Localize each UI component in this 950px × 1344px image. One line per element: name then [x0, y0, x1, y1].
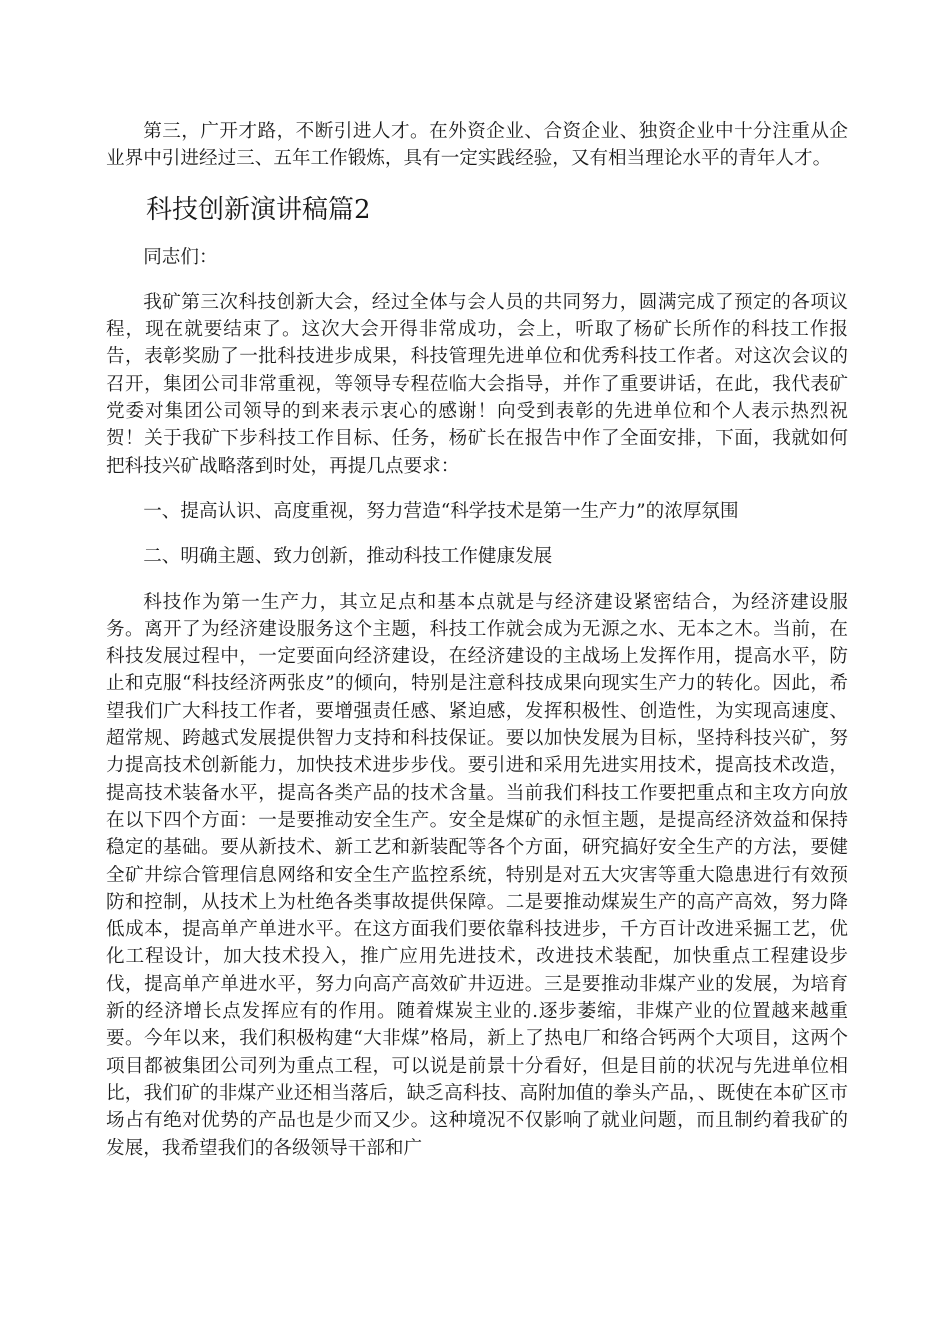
point-2: 二、明确主题、致力创新，推动科技工作健康发展	[143, 546, 553, 568]
body-paragraph-2: 科技作为第一生产力，其立足点和基本点就是与经济建设紧密结合，为经济建设服务。离开了为经济建设服务这个主题，科技工作就会成为无源之水、无本之木。当前，在科技发展过程中，一定要面向经济建设，在经济建设的主战场上发挥作用，提高水平，防止和克服“科技经济两张皮”的倾向，特别是注意科技成果向现实生产力的转化。因此，希望我们广大科技工作者，要增强责任感、紧迫感，发挥积极性、创造性，为实现高速度、超常规、跨越式发展提供智力支持和科技保证。要以加快发展为目标，坚持科技兴矿，努力提高技术创新能力，加快技术进步步伐。要引进和采用先进实用技术，提高技术改造，提高技术装备水平，提高各类产品的技术含量。当前我们科技工作要把重点和主攻方向放在以下四个方面：一是要推动安全生产。安全是煤矿的永恒主题，是提高经济效益和保持稳定的基础。要从新技术、新工艺和新装配等各个方面，研究搞好安全生产的方法，要健全矿井综合管理信息网络和安全生产监控系统，特别是对五大灾害等重大隐患进行有效预防和控制，从技术上为杜绝各类事故提供保障。二是要推动煤炭生产的高产高效，努力降低成本，提高单产单进水平。在这方面我们要依靠科技进步，千方百计改进采掘工艺，优化工程设计，加大技术投入，推广应用先进技术，改进技术装配，加快重点工程建设步伐，提高单产单进水平，努力向高产高效矿井迈进。三是要推动非煤产业的发展，为培育新的经济增长点发挥应有的作用。随着煤炭主业的.逐步萎缩，非煤产业的位置越来越重要。今年以来，我们积极构建“大非煤”格局，新上了热电厂和络合钙两个大项目，这两个项目都被集团公司列为重点工程，可以说是前景十分看好，但是目前的状况与先进单位相比，我们矿的非煤产业还相当落后，缺乏高科技、高附加值的拳头产品，、既使在本矿区市场占有绝对优势的产品也是少而又少。这种境况不仅影响了就业问题，而且制约着我矿的发展，我希望我们的各级领导干部和广	[106, 591, 848, 1159]
point-1: 一、提高认识、高度重视，努力营造“科学技术是第一生产力”的浓厚氛围	[143, 500, 739, 522]
document-page	[106, 118, 848, 1162]
salutation: 同志们：	[143, 246, 218, 268]
section-title: 科技创新演讲稿篇2	[146, 194, 371, 225]
intro-paragraph: 第三，广开才路，不断引进人才。在外资企业、合资企业、独资企业中十分注重从企业界中引进经过三、五年工作锻炼，具有一定实践经验，又有相当理论水平的青年人才。	[106, 121, 848, 170]
body-paragraph-1: 我矿第三次科技创新大会，经过全体与会人员的共同努力，圆满完成了预定的各项议程，现在就要结束了。这次大会开得非常成功，会上，听取了杨矿长所作的科技工作报告，表彰奖励了一批科技进步成果，科技管理先进单位和优秀科技工作者。对这次会议的召开，集团公司非常重视，等领导专程莅临大会指导，并作了重要讲话，在此，我代表矿党委对集团公司领导的到来表示衷心的感谢！向受到表彰的先进单位和个人表示热烈祝贺！关于我矿下步科技工作目标、任务，杨矿长在报告中作了全面安排，下面，我就如何把科技兴矿战略落到时处，再提几点要求：	[106, 291, 848, 477]
